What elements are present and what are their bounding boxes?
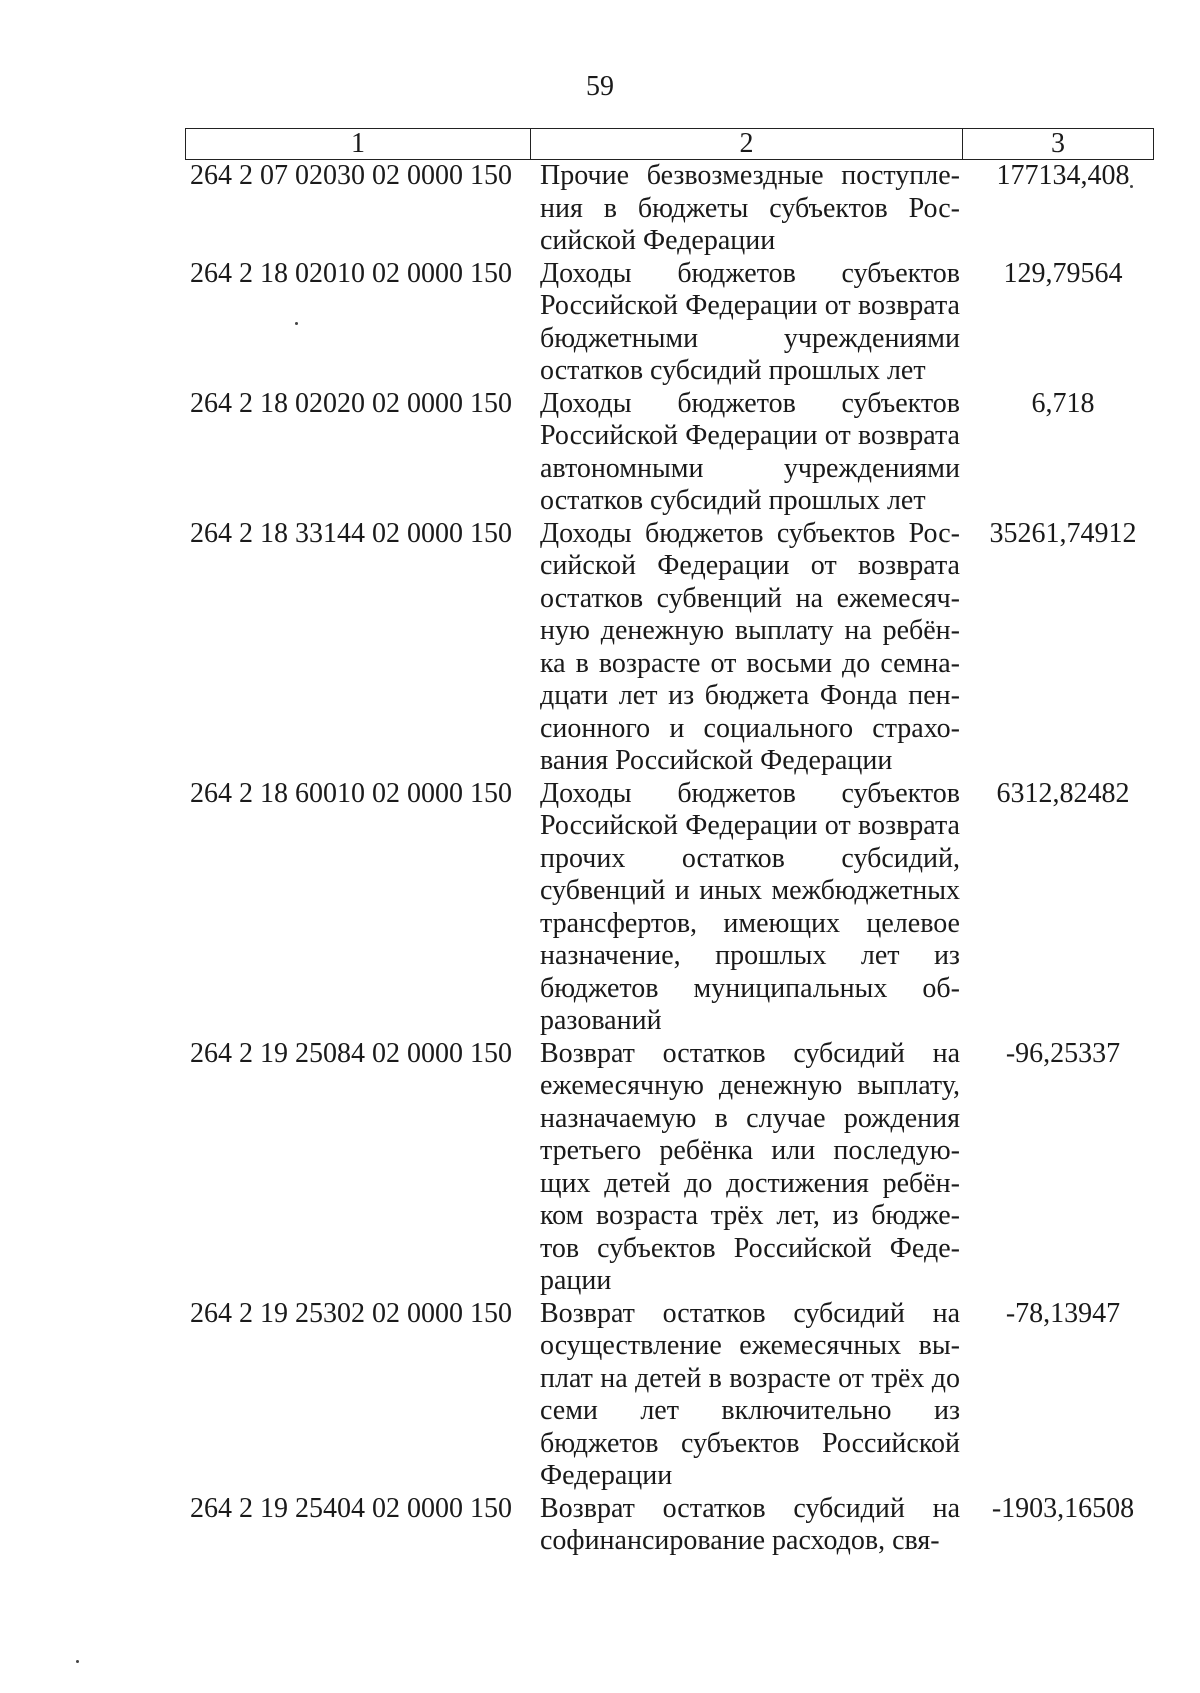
budget-code: 264 2 18 33144 02 0000 150 — [190, 517, 512, 549]
scan-speck — [1130, 185, 1133, 188]
income-description: Возврат остатков субсидий на софинансирование расходов, свя- — [540, 1492, 960, 1556]
scan-speck — [295, 322, 298, 325]
income-description: Возврат остатков субсидий на ежемесячную денежную выплату, назначаемую в случае рождения третьего ребёнка или последующих детей до достижения ребёнком возраста трёх лет, из бюджетов субъектов Российской Федерации — [540, 1037, 960, 1296]
budget-code: 264 2 18 60010 02 0000 150 — [190, 777, 512, 809]
table-row — [185, 778, 1154, 1038]
table-row — [185, 1298, 1154, 1493]
amount-value: -96,25337 — [1005, 1037, 1121, 1069]
income-description: Доходы бюджетов субъектов Российской Федерации от возврата бюджетными учреждениями остатков субсидий прошлых лет — [540, 257, 960, 386]
income-description: Доходы бюджетов субъектов Российской Федерации от возврата прочих остатков субсидий, субвенций и иных межбюджетных трансфертов, имеющих целевое назначение, прошлых лет из бюджетов муниципальных образований — [540, 777, 960, 1036]
income-description: Возврат остатков субсидий на осуществление ежемесячных выплат на детей в возрасте от трёх до семи лет включительно из бюджетов субъектов Российской Федерации — [540, 1297, 960, 1491]
amount-value: -1903,16508 — [991, 1492, 1135, 1524]
income-description: Прочие безвозмездные поступления в бюджеты субъектов Российской Федерации — [540, 160, 960, 256]
revenue-table — [185, 128, 1154, 1558]
budget-code: 264 2 18 02020 02 0000 150 — [190, 387, 512, 419]
table-header — [185, 128, 1154, 160]
table-row — [185, 1038, 1154, 1298]
budget-code: 264 2 18 02010 02 0000 150 — [190, 257, 512, 289]
column-header-amount: 3 — [1051, 128, 1065, 159]
budget-code: 264 2 19 25302 02 0000 150 — [190, 1297, 512, 1329]
budget-code: 264 2 19 25084 02 0000 150 — [190, 1037, 512, 1069]
amount-value: 129,79564 — [1003, 257, 1123, 289]
budget-code: 264 2 07 02030 02 0000 150 — [190, 160, 512, 191]
budget-code: 264 2 19 25404 02 0000 150 — [190, 1492, 512, 1524]
table-row — [185, 518, 1154, 778]
amount-value: -78,13947 — [1005, 1297, 1121, 1329]
table-row — [185, 258, 1154, 388]
amount-value: 35261,74912 — [989, 517, 1137, 549]
income-description: Доходы бюджетов субъектов Российской Федерации от возврата автономными учреждениями остатков субсидий прошлых лет — [540, 387, 960, 516]
scan-speck — [76, 1660, 79, 1663]
amount-value: 177134,408 — [996, 160, 1130, 191]
column-header-code: 1 — [186, 129, 531, 159]
page-number: 59 — [586, 71, 614, 102]
table-row — [185, 160, 1154, 258]
column-header-description: 2 — [531, 129, 963, 159]
table-row — [185, 388, 1154, 518]
amount-value: 6312,82482 — [996, 777, 1130, 809]
amount-value: 6,718 — [1031, 387, 1095, 419]
table-row — [185, 1493, 1154, 1558]
income-description: Доходы бюджетов субъектов Российской Федерации от возврата остатков субвенций на ежемесячную денежную выплату на ребёнка в возрасте от восьми до семнадцати лет из бюджета Фонда пенсионного и социального страхования Российской Федерации — [540, 517, 960, 776]
